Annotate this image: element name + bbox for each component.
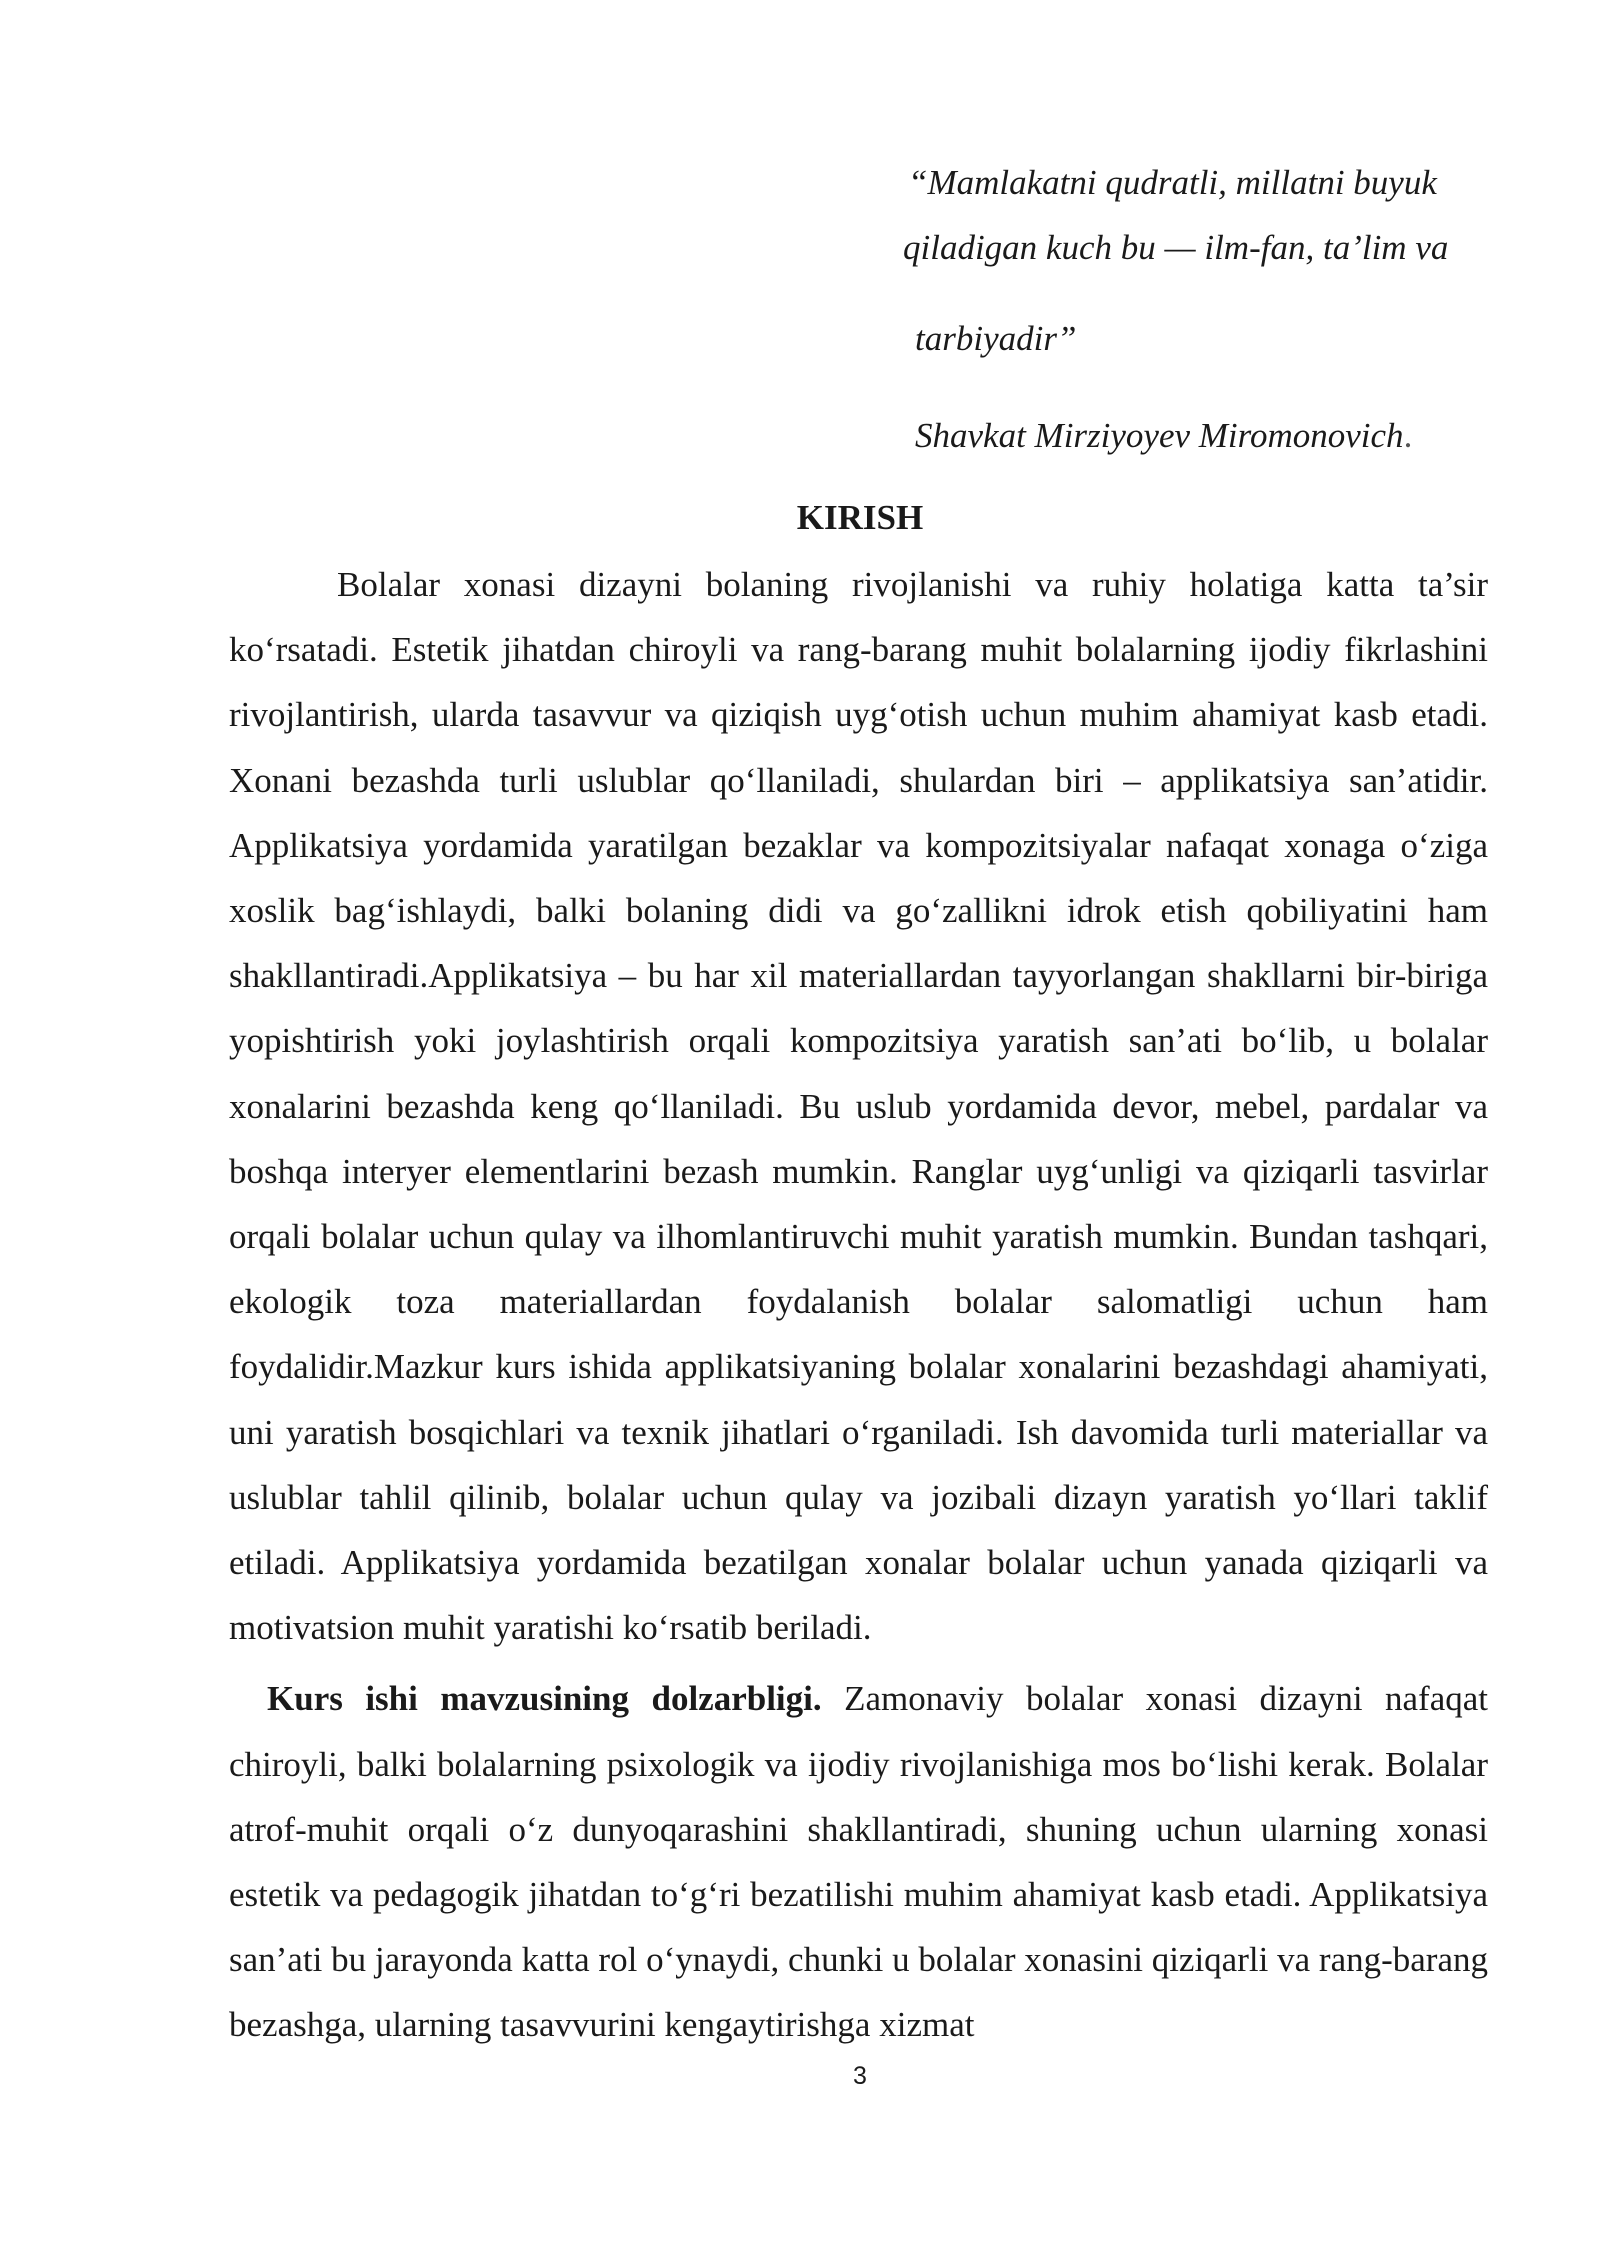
page-number: 3 [853, 2062, 867, 2090]
body-text [229, 552, 1488, 2058]
epigraph [903, 150, 1523, 468]
epigraph-author-punct: . [1403, 416, 1413, 455]
epigraph-line-1: “Mamlakatni qudratli, millatni buyuk [908, 163, 1437, 202]
epigraph-author-name: Shavkat Mirziyoyev Miromonovich [915, 416, 1404, 455]
epigraph-author [915, 403, 1523, 468]
epigraph-line-2: qiladigan kuch bu — ilm-fan, ta’lim va [903, 228, 1449, 267]
relevance-paragraph [229, 1666, 1488, 2057]
relevance-lead: Kurs ishi mavzusining dolzarbligi. [267, 1679, 822, 1719]
intro-paragraph: Bolalar xonasi dizayni bolaning rivojlanishi va ruhiy holatiga katta ta’sir ko‘rsatadi. Estetik jihatdan chiroyli va rang-barang muhit bolalarning ijodiy fikrlashini rivojlantirish, ularda tasavvur va qiziqish uyg‘otish uchun muhim ahamiyat kasb etadi. Xonani bezashda turli uslublar qo‘llaniladi, shulardan biri – applikatsiya san’atidir. Applikatsiya yordamida yaratilgan bezaklar va kompozitsiyalar nafaqat xonaga o‘ziga xoslik bag‘ishlaydi, balki bolaning didi va go‘zallikni idrok etish qobiliyatini ham shakllantiradi.Applikatsiya – bu har xil materiallardan tayyorlangan shakllarni bir-biriga yopishtirish yoki joylashtirish orqali kompozitsiya yaratish san’ati bo‘lib, u bolalar xonalarini bezashda keng qo‘llaniladi. Bu uslub yordamida devor, mebel, pardalar va boshqa interyer elementlarini bezash mumkin. Ranglar uyg‘unligi va qiziqarli tasvirlar orqali bolalar uchun qulay va ilhomlantiruvchi muhit yaratish mumkin. Bundan tashqari, ekologik toza materiallardan foydalanish bolalar salomatligi uchun ham foydalidir.Mazkur kurs ishida applikatsiyaning bolalar xonalarini bezashdagi ahamiyati, uni yaratish bosqichlari va texnik jihatlari o‘rganiladi. Ish davomida turli materiallar va uslublar tahlil qilinib, bolalar uchun qulay va jozibali dizayn yaratish yo‘llari taklif etiladi. Applikatsiya yordamida bezatilgan xonalar bolalar uchun yanada qiziqarli va motivatsion muhit yaratishi ko‘rsatib beriladi. [229, 565, 1488, 1648]
section-heading: KIRISH [796, 498, 924, 537]
relevance-text: Zamonaviy bolalar xonasi dizayni nafaqat chiroyli, balki bolalarning psixologik va ijodiy rivojlanishiga mos bo‘lishi kerak. Bolalar atrof-muhit orqali o‘z dunyoqarashini shakllantiradi, shuning uchun ularning xonasi estetik va pedagogik jihatdan to‘g‘ri bezatilishi muhim ahamiyat kasb etadi. Applikatsiya san’ati bu jarayonda katta rol o‘ynaydi, chunki u bolalar xonasini qiziqarli va rang-barang bezashga, ularning tasavvurini kengaytirishga xizmat [229, 1679, 1489, 2045]
epigraph-line-3: tarbiyadir” [915, 319, 1077, 358]
